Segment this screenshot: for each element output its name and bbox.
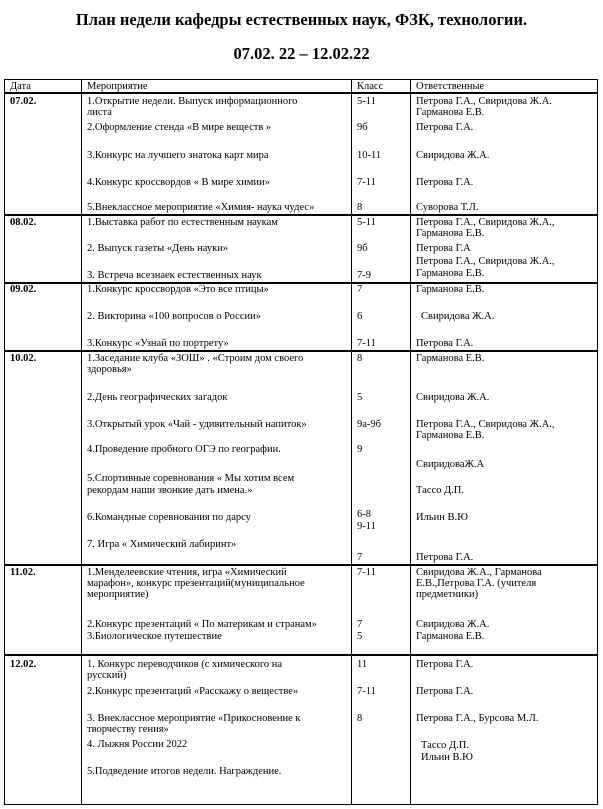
responsible-text: Суворова Т.Л. bbox=[416, 202, 479, 213]
schedule-table bbox=[4, 79, 598, 805]
event-text: марафон», конкурс презентаций(муниципальное bbox=[87, 578, 305, 589]
class-value: 9а-9б bbox=[357, 419, 381, 430]
class-value: 10-11 bbox=[357, 150, 382, 161]
event-text: 4. Лыжня России 2022 bbox=[87, 739, 188, 750]
header-class: Класс bbox=[357, 81, 384, 92]
responsible-text: Петрова Г.А. bbox=[416, 177, 474, 188]
row-divider bbox=[5, 350, 597, 352]
responsible-text: Тассо Д.П. bbox=[416, 485, 465, 496]
responsible-text: Петрова Г.А. bbox=[416, 552, 474, 563]
row-divider bbox=[5, 564, 597, 566]
class-value: 5-11 bbox=[357, 96, 376, 107]
event-text: 1.Открытие недели. Выпуск информационного bbox=[87, 96, 298, 107]
event-text: 1.Менделеевские чтения, игра «Химический bbox=[87, 567, 287, 578]
responsible-text: Свиридова Ж.А. bbox=[416, 150, 490, 161]
event-text: 2.День географических загадок bbox=[87, 392, 228, 403]
event-text: 6.Командные соревнования по дарсу bbox=[87, 512, 251, 523]
responsible-text: Гарманова Е.В. bbox=[416, 228, 485, 239]
header-date: Дата bbox=[10, 81, 31, 92]
class-value: 9-11 bbox=[357, 521, 376, 532]
responsible-text: Гарманова Е.В. bbox=[416, 268, 485, 279]
responsible-text: Гарманова Е.В. bbox=[416, 430, 485, 441]
document-title: План недели кафедры естественных наук, ФЗК, технологии. bbox=[75, 10, 528, 29]
column-divider bbox=[351, 80, 352, 804]
class-value: 7 bbox=[357, 284, 363, 295]
event-text: 5.Подведение итогов недели. Награждение. bbox=[87, 766, 282, 777]
event-text: 2.Конкурс презентаций «Расскажу о веществе» bbox=[87, 686, 299, 697]
day-date: 12.02. bbox=[10, 659, 37, 670]
class-value: 5-11 bbox=[357, 217, 376, 228]
event-text: 4.Конкурс кроссвордов « В мире химии» bbox=[87, 177, 270, 188]
responsible-text: Петрова Г.А. bbox=[416, 686, 474, 697]
responsible-text: Петрова Г.А. bbox=[416, 659, 474, 670]
responsible-text: Ильин В.Ю bbox=[421, 752, 473, 763]
event-text: 3.Открытый урок «Чай - удивительный напиток» bbox=[87, 419, 307, 430]
row-divider bbox=[5, 214, 597, 216]
event-text: 5.Спортивные соревнования « Мы хотим всем bbox=[87, 473, 295, 484]
responsible-text: Петрова Г.А., Свиридова Ж.А., bbox=[416, 419, 555, 430]
day-date: 09.02. bbox=[10, 284, 37, 295]
responsible-text: Ильин В.Ю bbox=[416, 512, 468, 523]
class-value: 7-11 bbox=[357, 338, 376, 349]
responsible-text: Гарманова Е.В. bbox=[416, 353, 485, 364]
header-responsible: Ответственные bbox=[416, 81, 485, 92]
event-text: русский) bbox=[87, 670, 127, 681]
class-value: 5 bbox=[357, 392, 363, 403]
event-text: листа bbox=[87, 107, 112, 118]
day-date: 07.02. bbox=[10, 96, 37, 107]
day-date: 08.02. bbox=[10, 217, 37, 228]
responsible-text: Свиридова Ж.А. bbox=[421, 311, 495, 322]
class-value: 9б bbox=[357, 243, 368, 254]
event-text: 4.Проведение пробного ОГЭ по географии. bbox=[87, 444, 281, 455]
event-text: творчеству гения» bbox=[87, 724, 169, 735]
responsible-text: Тассо Д.П. bbox=[421, 740, 470, 751]
responsible-text: Гарманова Е.В. bbox=[416, 631, 485, 642]
class-value: 6 bbox=[357, 311, 363, 322]
responsible-text: Петрова Г.А., Свиридова Ж.А., bbox=[416, 256, 555, 267]
header-event: Мероприятие bbox=[87, 81, 148, 92]
class-value: 8 bbox=[357, 713, 363, 724]
column-divider bbox=[410, 80, 411, 804]
class-value: 7-11 bbox=[357, 177, 376, 188]
responsible-text: Гарманова Е.В. bbox=[416, 284, 485, 295]
class-value: 7-11 bbox=[357, 686, 376, 697]
responsible-text: Свиридова Ж.А. bbox=[416, 392, 490, 403]
day-date: 10.02. bbox=[10, 353, 37, 364]
responsible-text: предметники) bbox=[416, 589, 479, 600]
event-text: 3.Конкурс на лучшего знатока карт мира bbox=[87, 150, 269, 161]
event-text: 3. Встреча всезнаек естественных наук bbox=[87, 270, 262, 281]
responsible-text: Петрова Г.А bbox=[416, 243, 471, 254]
day-date: 11.02. bbox=[10, 567, 36, 578]
event-text: 1. Конкурс переводчиков (с химического на bbox=[87, 659, 283, 670]
class-value: 7 bbox=[357, 619, 363, 630]
event-text: 1.Конкурс кроссвордов «Это все птицы» bbox=[87, 284, 269, 295]
event-text: здоровья» bbox=[87, 364, 132, 375]
document-dates: 07.02. 22 – 12.02.22 bbox=[233, 44, 370, 63]
responsible-text: Гарманова Е.В. bbox=[416, 107, 485, 118]
row-divider bbox=[5, 654, 597, 656]
class-value: 11 bbox=[357, 659, 368, 670]
event-text: 2. Выпуск газеты «День науки» bbox=[87, 243, 229, 254]
class-value: 7-11 bbox=[357, 567, 376, 578]
event-text: мероприятие) bbox=[87, 589, 149, 600]
event-text: рекордам наши звонкие дать имена.» bbox=[87, 485, 253, 496]
event-text: 1.Заседание клуба «ЗОШ» . «Строим дом своего bbox=[87, 353, 304, 364]
event-text: 3. Внеклассное мероприятие «Прикосновение к bbox=[87, 713, 301, 724]
responsible-text: СвиридоваЖ.А bbox=[416, 459, 485, 470]
event-text: 2.Оформление стенда «В мире веществ » bbox=[87, 122, 272, 133]
event-text: 2. Викторина «100 вопросов о России» bbox=[87, 311, 261, 322]
class-value: 5 bbox=[357, 631, 363, 642]
responsible-text: Петрова Г.А., Свиридова Ж.А. bbox=[416, 96, 552, 107]
class-value: 8 bbox=[357, 202, 363, 213]
column-divider bbox=[81, 80, 82, 804]
event-text: 3.Биологическое путешествие bbox=[87, 631, 222, 642]
event-text: 2.Конкурс презентаций « По материкам и странам» bbox=[87, 619, 317, 630]
class-value: 8 bbox=[357, 353, 363, 364]
event-text: 7. Игра « Химический лабиринт» bbox=[87, 539, 237, 550]
class-value: 6-8 bbox=[357, 509, 371, 520]
responsible-text: Петрова Г.А. bbox=[416, 338, 474, 349]
responsible-text: Свиридова Ж.А. bbox=[416, 619, 490, 630]
responsible-text: Свиридова Ж.А., Гарманова bbox=[416, 567, 542, 578]
responsible-text: Петрова Г.А., Бурсова М.Л. bbox=[416, 713, 539, 724]
class-value: 9б bbox=[357, 122, 368, 133]
responsible-text: Е.В.,Петрова Г.А. (учителя bbox=[416, 578, 537, 589]
class-value: 7 bbox=[357, 552, 363, 563]
event-text: 5.Внеклассное мероприятие «Химия- наука чудес» bbox=[87, 202, 315, 213]
event-text: 3.Конкурс «Узнай по портрету» bbox=[87, 338, 229, 349]
event-text: 1.Выставка работ по естественным наукам bbox=[87, 217, 278, 228]
class-value: 7-9 bbox=[357, 270, 371, 281]
responsible-text: Петрова Г.А., Свиридова Ж.А., bbox=[416, 217, 555, 228]
responsible-text: Петрова Г.А. bbox=[416, 122, 474, 133]
class-value: 9 bbox=[357, 444, 363, 455]
